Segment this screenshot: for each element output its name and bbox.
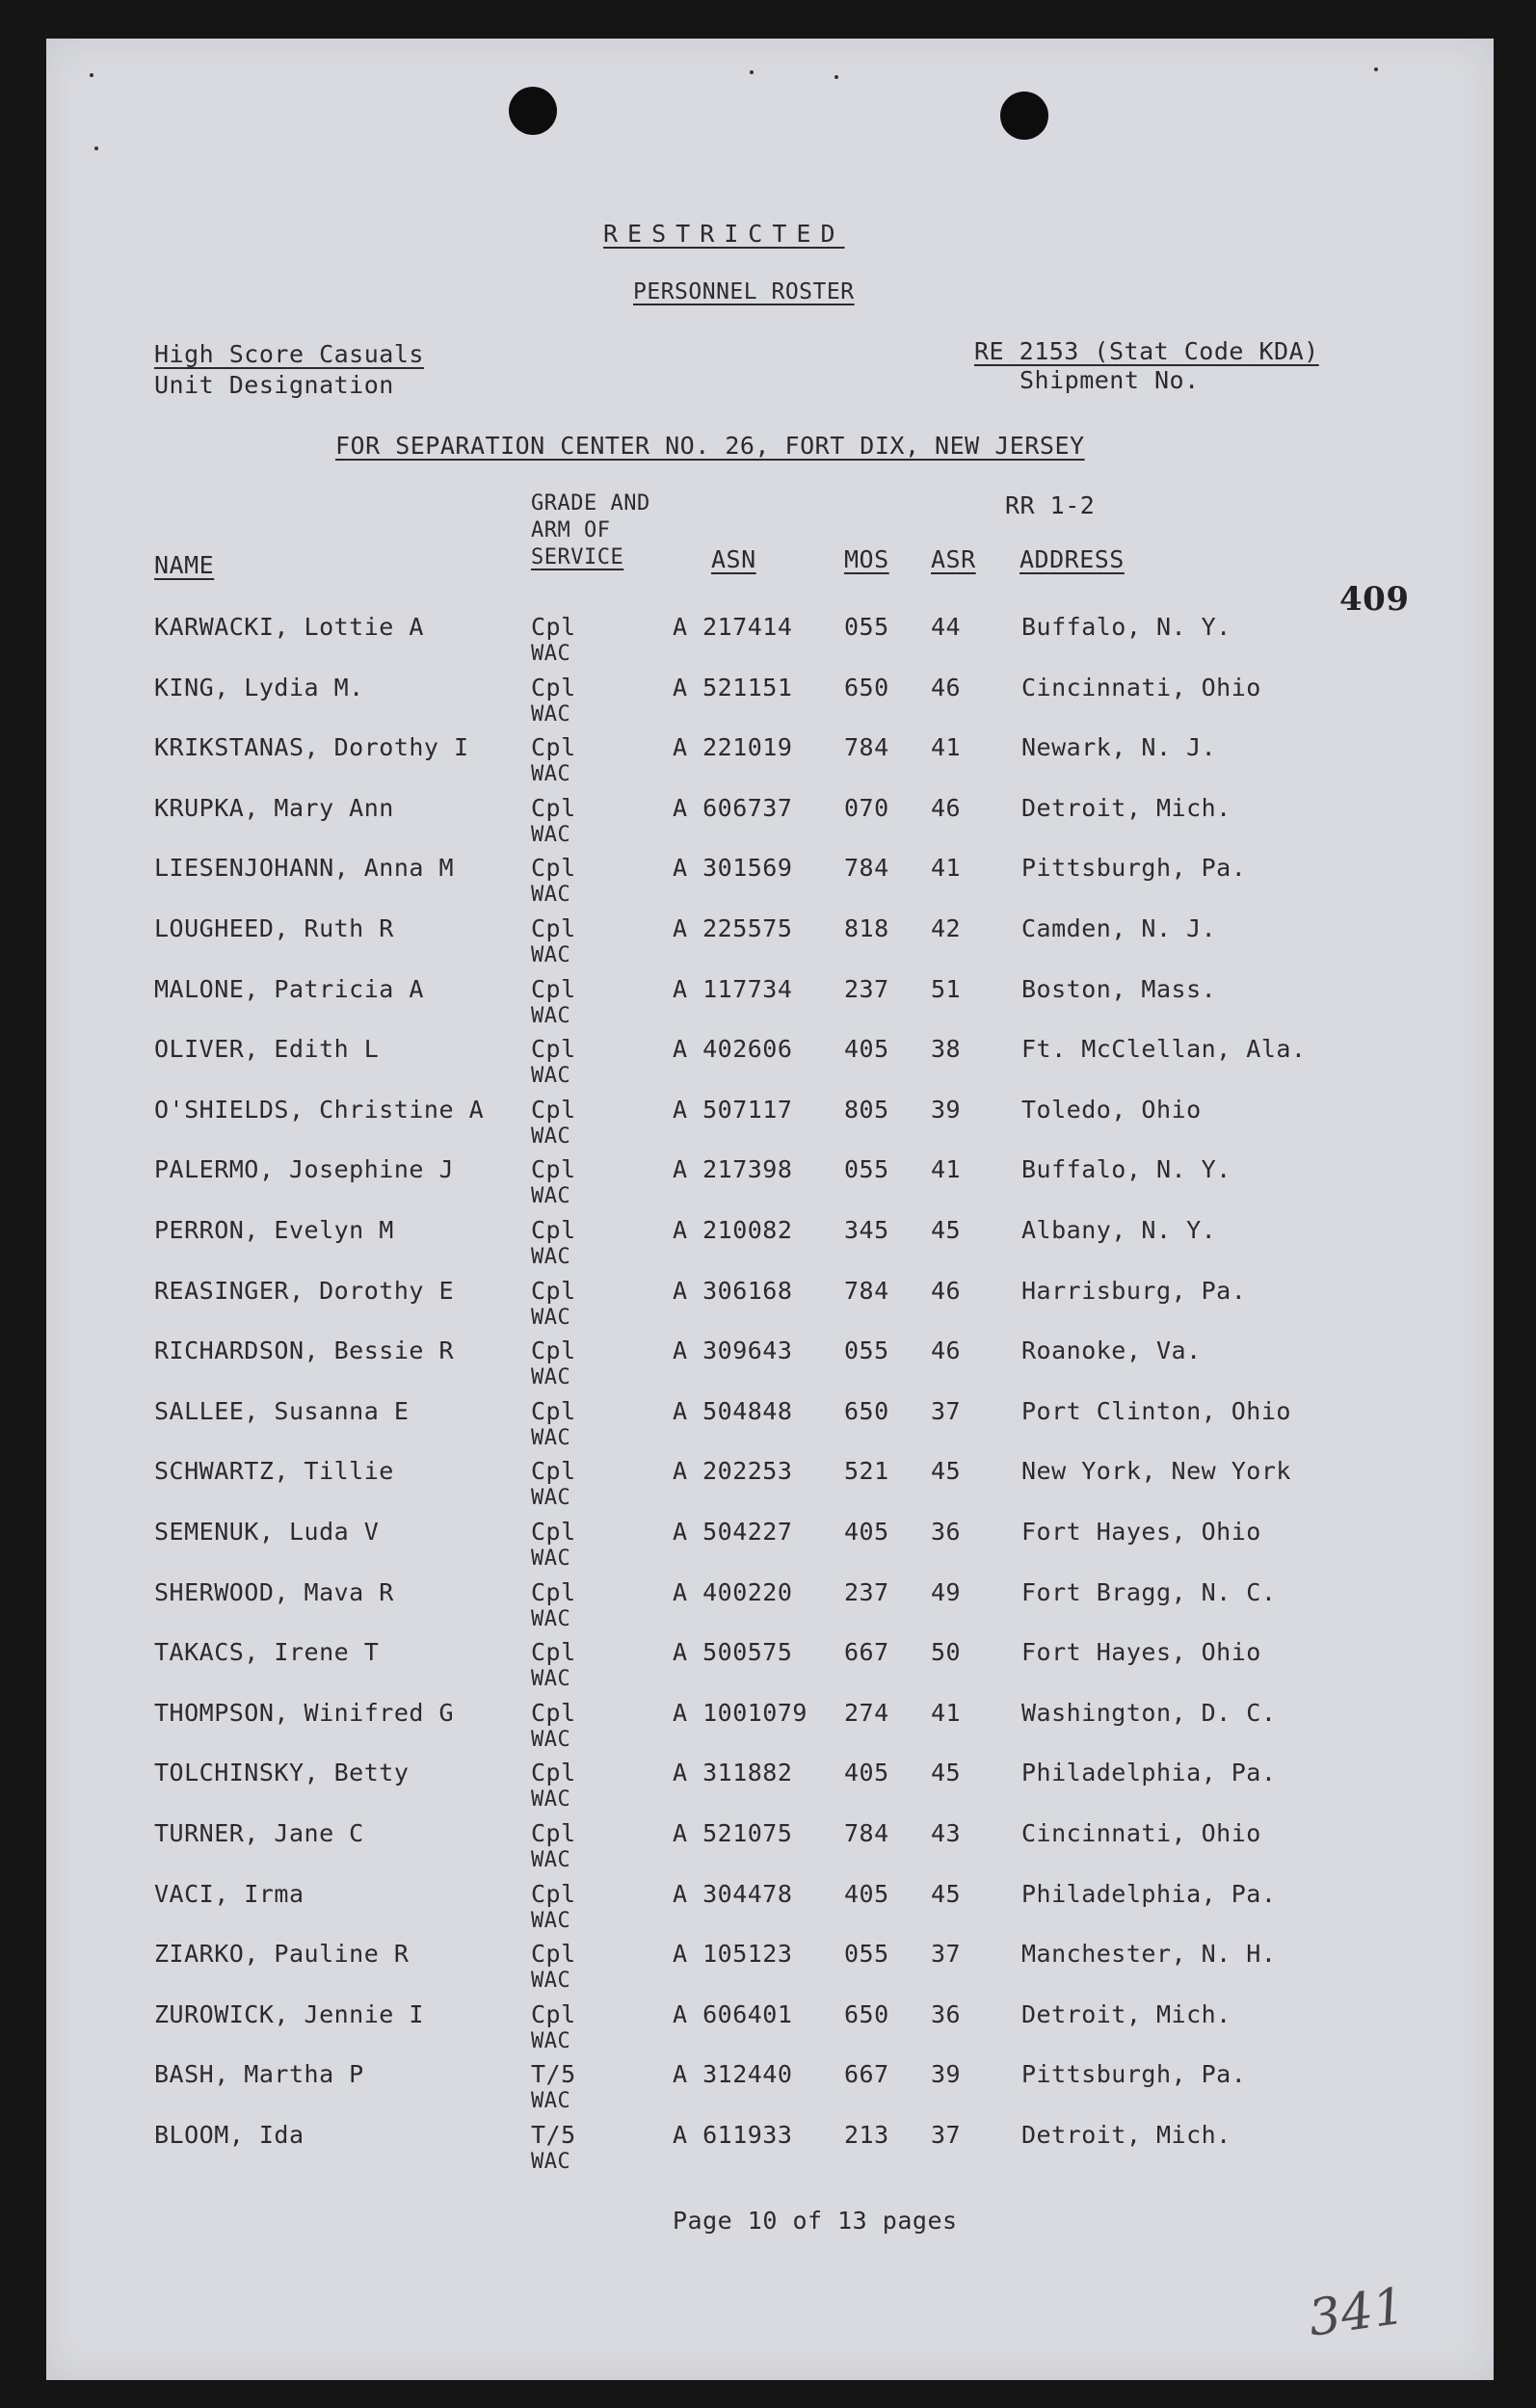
roster-asr: 45 — [931, 1759, 962, 1787]
roster-arm: WAC — [531, 943, 571, 967]
roster-name: ZIARKO, Pauline R — [154, 1940, 410, 1969]
roster-asn: A 606737 — [673, 793, 793, 822]
roster-asn: A 225575 — [673, 914, 793, 942]
roster-asr: 45 — [931, 1216, 962, 1244]
table-row — [46, 1155, 1494, 1215]
roster-arm: WAC — [531, 1606, 571, 1631]
roster-grade: Cpl — [531, 1396, 576, 1425]
roster-asn: A 611933 — [673, 2121, 793, 2149]
roster-mos: 055 — [844, 613, 889, 641]
roster-arm: WAC — [531, 1425, 571, 1450]
table-row — [46, 1518, 1494, 1577]
roster-asr: 46 — [931, 793, 962, 822]
roster-arm: WAC — [531, 1305, 571, 1330]
header-grade-line3: SERVICE — [531, 545, 624, 569]
table-row — [46, 1819, 1494, 1879]
roster-asr: 45 — [931, 1457, 962, 1486]
roster-asr: 36 — [931, 1999, 962, 2028]
roster-asn: A 210082 — [673, 1216, 793, 1244]
roster-mos: 055 — [844, 1155, 889, 1184]
roster-asr: 41 — [931, 854, 962, 883]
footer-total-pages: 13 — [837, 2207, 868, 2235]
header-grade-line2: ARM OF — [531, 518, 611, 542]
roster-name: O'SHIELDS, Christine A — [154, 1095, 485, 1124]
roster-grade: Cpl — [531, 1336, 576, 1365]
roster-asr: 46 — [931, 1276, 962, 1305]
roster-address: Detroit, Mich. — [1021, 793, 1231, 822]
roster-mos: 405 — [844, 1035, 889, 1064]
roster-mos: 784 — [844, 854, 889, 883]
handwritten-number: 341 — [1305, 2277, 1410, 2348]
roster-grade: Cpl — [531, 733, 576, 762]
roster-grade: Cpl — [531, 1759, 576, 1787]
roster-asr: 37 — [931, 2121, 962, 2149]
roster-arm: WAC — [531, 1908, 571, 1933]
header-grade-line1: GRADE AND — [531, 491, 650, 516]
roster-address: Roanoke, Va. — [1021, 1336, 1202, 1365]
roster-mos: 784 — [844, 1819, 889, 1847]
roster-grade: Cpl — [531, 1216, 576, 1244]
roster-arm: WAC — [531, 1848, 571, 1872]
footer-pages-word: pages — [882, 2207, 958, 2235]
roster-grade: Cpl — [531, 854, 576, 883]
roster-asn: A 221019 — [673, 733, 793, 762]
roster-grade: Cpl — [531, 1155, 576, 1184]
roster-asr: 41 — [931, 1698, 962, 1727]
roster-asr: 50 — [931, 1638, 962, 1667]
header-asn: ASN — [711, 545, 756, 573]
roster-mos: 405 — [844, 1518, 889, 1546]
roster-asn: A 504848 — [673, 1396, 793, 1425]
table-row — [46, 2060, 1494, 2120]
roster-mos: 650 — [844, 1999, 889, 2028]
roster-address: Fort Hayes, Ohio — [1021, 1638, 1261, 1667]
roster-mos: 213 — [844, 2121, 889, 2149]
roster-mos: 784 — [844, 733, 889, 762]
roster-address: Harrisburg, Pa. — [1021, 1276, 1247, 1305]
roster-mos: 237 — [844, 974, 889, 1003]
roster-mos: 070 — [844, 793, 889, 822]
roster-address: Ft. McClellan, Ala. — [1021, 1035, 1307, 1064]
table-row — [46, 1035, 1494, 1095]
roster-name: KARWACKI, Lottie A — [154, 613, 424, 641]
footer-page-word: Page — [673, 2207, 733, 2235]
roster-grade: Cpl — [531, 1940, 576, 1969]
roster-arm: WAC — [531, 822, 571, 847]
roster-name: TOLCHINSKY, Betty — [154, 1759, 410, 1787]
roster-mos: 667 — [844, 2060, 889, 2089]
roster-name: KRUPKA, Mary Ann — [154, 793, 394, 822]
roster-grade: T/5 — [531, 2060, 576, 2089]
table-row — [46, 854, 1494, 913]
roster-arm: WAC — [531, 1727, 571, 1752]
roster-asn: A 312440 — [673, 2060, 793, 2089]
roster-grade: Cpl — [531, 974, 576, 1003]
roster-asn: A 311882 — [673, 1759, 793, 1787]
roster-grade: Cpl — [531, 613, 576, 641]
roster-mos: 521 — [844, 1457, 889, 1486]
header-rr: RR 1-2 — [1005, 491, 1096, 519]
roster-name: ZUROWICK, Jennie I — [154, 1999, 424, 2028]
roster-arm: WAC — [531, 1124, 571, 1149]
roster-grade: T/5 — [531, 2121, 576, 2149]
roster-grade: Cpl — [531, 1518, 576, 1546]
document-page — [46, 39, 1494, 2380]
roster-arm: WAC — [531, 883, 571, 908]
roster-name: LOUGHEED, Ruth R — [154, 914, 394, 942]
shipment-label: Shipment No. — [1020, 366, 1200, 394]
roster-grade: Cpl — [531, 1457, 576, 1486]
roster-asn: A 202253 — [673, 1457, 793, 1486]
roster-name: SHERWOOD, Mava R — [154, 1577, 394, 1606]
roster-name: PERRON, Evelyn M — [154, 1216, 394, 1244]
page-footer — [673, 2207, 958, 2235]
roster-arm: WAC — [531, 1245, 571, 1269]
roster-asr: 37 — [931, 1940, 962, 1969]
header-name: NAME — [154, 551, 215, 579]
roster-asr: 41 — [931, 733, 962, 762]
roster-asn: A 105123 — [673, 1940, 793, 1969]
roster-asn: A 500575 — [673, 1638, 793, 1667]
roster-address: Albany, N. Y. — [1021, 1216, 1217, 1244]
roster-arm: WAC — [531, 1486, 571, 1511]
roster-asr: 45 — [931, 1879, 962, 1908]
roster-asn: A 606401 — [673, 1999, 793, 2028]
destination-line: FOR SEPARATION CENTER NO. 26, FORT DIX, NEW JERSEY — [335, 432, 1085, 460]
roster-address: Philadelphia, Pa. — [1021, 1759, 1277, 1787]
roster-mos: 818 — [844, 914, 889, 942]
roster-asr: 41 — [931, 1155, 962, 1184]
roster-asr: 37 — [931, 1396, 962, 1425]
table-row — [46, 1578, 1494, 1638]
roster-grade: Cpl — [531, 1879, 576, 1908]
roster-grade: Cpl — [531, 673, 576, 701]
roster-arm: WAC — [531, 1667, 571, 1692]
roster-address: Cincinnati, Ohio — [1021, 673, 1261, 701]
roster-asn: A 217414 — [673, 613, 793, 641]
table-row — [46, 733, 1494, 793]
header-mos: MOS — [844, 545, 889, 573]
roster-address: Manchester, N. H. — [1021, 1940, 1277, 1969]
roster-address: Boston, Mass. — [1021, 974, 1217, 1003]
roster-address: New York, New York — [1021, 1457, 1291, 1486]
roster-arm: WAC — [531, 762, 571, 787]
roster-address: Toledo, Ohio — [1021, 1095, 1202, 1124]
roster-address: Cincinnati, Ohio — [1021, 1819, 1261, 1847]
table-row — [46, 1457, 1494, 1517]
roster-asr: 39 — [931, 1095, 962, 1124]
roster-name: KING, Lydia M. — [154, 673, 364, 701]
roster-address: Washington, D. C. — [1021, 1698, 1277, 1727]
roster-arm: WAC — [531, 701, 571, 727]
roster-address: Buffalo, N. Y. — [1021, 1155, 1231, 1184]
roster-mos: 237 — [844, 1577, 889, 1606]
roster-grade: Cpl — [531, 1698, 576, 1727]
roster-arm: WAC — [531, 1184, 571, 1209]
roster-address: Detroit, Mich. — [1021, 2121, 1231, 2149]
roster-asn: A 309643 — [673, 1336, 793, 1365]
stamp-number: 409 — [1339, 580, 1410, 619]
roster-address: Philadelphia, Pa. — [1021, 1879, 1277, 1908]
roster-asn: A 301569 — [673, 854, 793, 883]
roster-name: SCHWARTZ, Tillie — [154, 1457, 394, 1486]
roster-name: OLIVER, Edith L — [154, 1035, 380, 1064]
roster-name: TURNER, Jane C — [154, 1819, 364, 1847]
roster-name: THOMPSON, Winifred G — [154, 1698, 455, 1727]
punch-hole-right — [1000, 92, 1048, 140]
roster-asn: A 304478 — [673, 1879, 793, 1908]
table-row — [46, 1336, 1494, 1396]
roster-name: PALERMO, Josephine J — [154, 1155, 455, 1184]
roster-mos: 345 — [844, 1216, 889, 1244]
speck — [834, 75, 838, 79]
footer-page-number: 10 — [747, 2207, 778, 2235]
roster-grade: Cpl — [531, 1276, 576, 1305]
speck — [94, 146, 98, 150]
unit-value: High Score Casuals — [154, 340, 424, 368]
roster-grade: Cpl — [531, 914, 576, 942]
roster-address: Newark, N. J. — [1021, 733, 1217, 762]
table-row — [46, 1940, 1494, 1999]
roster-address: Buffalo, N. Y. — [1021, 613, 1231, 641]
roster-arm: WAC — [531, 1969, 571, 1994]
document-subtitle: PERSONNEL ROSTER — [633, 279, 855, 304]
roster-asr: 42 — [931, 914, 962, 942]
roster-address: Pittsburgh, Pa. — [1021, 2060, 1247, 2089]
roster-asn: A 402606 — [673, 1035, 793, 1064]
roster-asr: 43 — [931, 1819, 962, 1847]
table-row — [46, 1277, 1494, 1336]
roster-asn: A 400220 — [673, 1577, 793, 1606]
table-row — [46, 1397, 1494, 1457]
roster-arm: WAC — [531, 2089, 571, 2114]
roster-name: SEMENUK, Luda V — [154, 1518, 380, 1546]
roster-grade: Cpl — [531, 1035, 576, 1064]
roster-mos: 650 — [844, 673, 889, 701]
table-row — [46, 2121, 1494, 2181]
table-row — [46, 674, 1494, 733]
roster-name: BLOOM, Ida — [154, 2121, 305, 2149]
table-row — [46, 1096, 1494, 1155]
roster-name: REASINGER, Dorothy E — [154, 1276, 455, 1305]
roster-asn: A 521075 — [673, 1819, 793, 1847]
roster-grade: Cpl — [531, 793, 576, 822]
roster-asr: 51 — [931, 974, 962, 1003]
roster-name: MALONE, Patricia A — [154, 974, 424, 1003]
table-row — [46, 1759, 1494, 1818]
roster-asr: 46 — [931, 673, 962, 701]
table-row — [46, 914, 1494, 974]
roster-name: BASH, Martha P — [154, 2060, 364, 2089]
roster-grade: Cpl — [531, 1638, 576, 1667]
footer-of-word: of — [792, 2207, 823, 2235]
roster-arm: WAC — [531, 1547, 571, 1571]
roster-mos: 405 — [844, 1759, 889, 1787]
table-row — [46, 1880, 1494, 1940]
roster-name: KRIKSTANAS, Dorothy I — [154, 733, 469, 762]
roster-name: VACI, Irma — [154, 1879, 305, 1908]
header-address: ADDRESS — [1020, 545, 1125, 573]
roster-arm: WAC — [531, 642, 571, 666]
roster-address: Camden, N. J. — [1021, 914, 1217, 942]
roster-asr: 49 — [931, 1577, 962, 1606]
roster-asn: A 117734 — [673, 974, 793, 1003]
roster-mos: 667 — [844, 1638, 889, 1667]
roster-asn: A 306168 — [673, 1276, 793, 1305]
roster-grade: Cpl — [531, 1999, 576, 2028]
roster-mos: 784 — [844, 1276, 889, 1305]
roster-grade: Cpl — [531, 1819, 576, 1847]
roster-name: TAKACS, Irene T — [154, 1638, 380, 1667]
roster-asn: A 507117 — [673, 1095, 793, 1124]
roster-mos: 805 — [844, 1095, 889, 1124]
roster-grade: Cpl — [531, 1095, 576, 1124]
roster-arm: WAC — [531, 2150, 571, 2174]
table-row — [46, 613, 1494, 673]
table-row — [46, 794, 1494, 854]
roster-mos: 405 — [844, 1879, 889, 1908]
roster-asr: 39 — [931, 2060, 962, 2089]
roster-asn: A 521151 — [673, 673, 793, 701]
roster-asn: A 217398 — [673, 1155, 793, 1184]
roster-arm: WAC — [531, 1365, 571, 1390]
roster-arm: WAC — [531, 1787, 571, 1813]
table-row — [46, 975, 1494, 1035]
roster-asr: 44 — [931, 613, 962, 641]
roster-name: SALLEE, Susanna E — [154, 1396, 410, 1425]
table-row — [46, 1216, 1494, 1276]
roster-address: Fort Bragg, N. C. — [1021, 1577, 1277, 1606]
roster-asr: 38 — [931, 1035, 962, 1064]
roster-address: Pittsburgh, Pa. — [1021, 854, 1247, 883]
table-row — [46, 2000, 1494, 2060]
header-asr: ASR — [931, 545, 976, 573]
table-row — [46, 1638, 1494, 1698]
roster-asr: 46 — [931, 1336, 962, 1365]
roster-name: RICHARDSON, Bessie R — [154, 1336, 455, 1365]
table-row — [46, 1699, 1494, 1759]
roster-asn: A 504227 — [673, 1518, 793, 1546]
speck — [90, 73, 93, 77]
roster-mos: 055 — [844, 1336, 889, 1365]
roster-name: LIESENJOHANN, Anna M — [154, 854, 455, 883]
roster-grade: Cpl — [531, 1577, 576, 1606]
roster-mos: 650 — [844, 1396, 889, 1425]
roster-arm: WAC — [531, 2028, 571, 2053]
punch-hole-left — [509, 87, 557, 135]
roster-address: Fort Hayes, Ohio — [1021, 1518, 1261, 1546]
roster-mos: 274 — [844, 1698, 889, 1727]
roster-asn: A 1001079 — [673, 1698, 808, 1727]
roster-asr: 36 — [931, 1518, 962, 1546]
roster-arm: WAC — [531, 1003, 571, 1028]
speck — [1374, 67, 1378, 71]
speck — [750, 70, 754, 74]
unit-label: Unit Designation — [154, 371, 394, 399]
roster-mos: 055 — [844, 1940, 889, 1969]
roster-arm: WAC — [531, 1064, 571, 1089]
roster-address: Port Clinton, Ohio — [1021, 1396, 1291, 1425]
roster-address: Detroit, Mich. — [1021, 1999, 1231, 2028]
shipment-value: RE 2153 (Stat Code KDA) — [974, 337, 1319, 365]
document-title: RESTRICTED — [603, 220, 845, 248]
